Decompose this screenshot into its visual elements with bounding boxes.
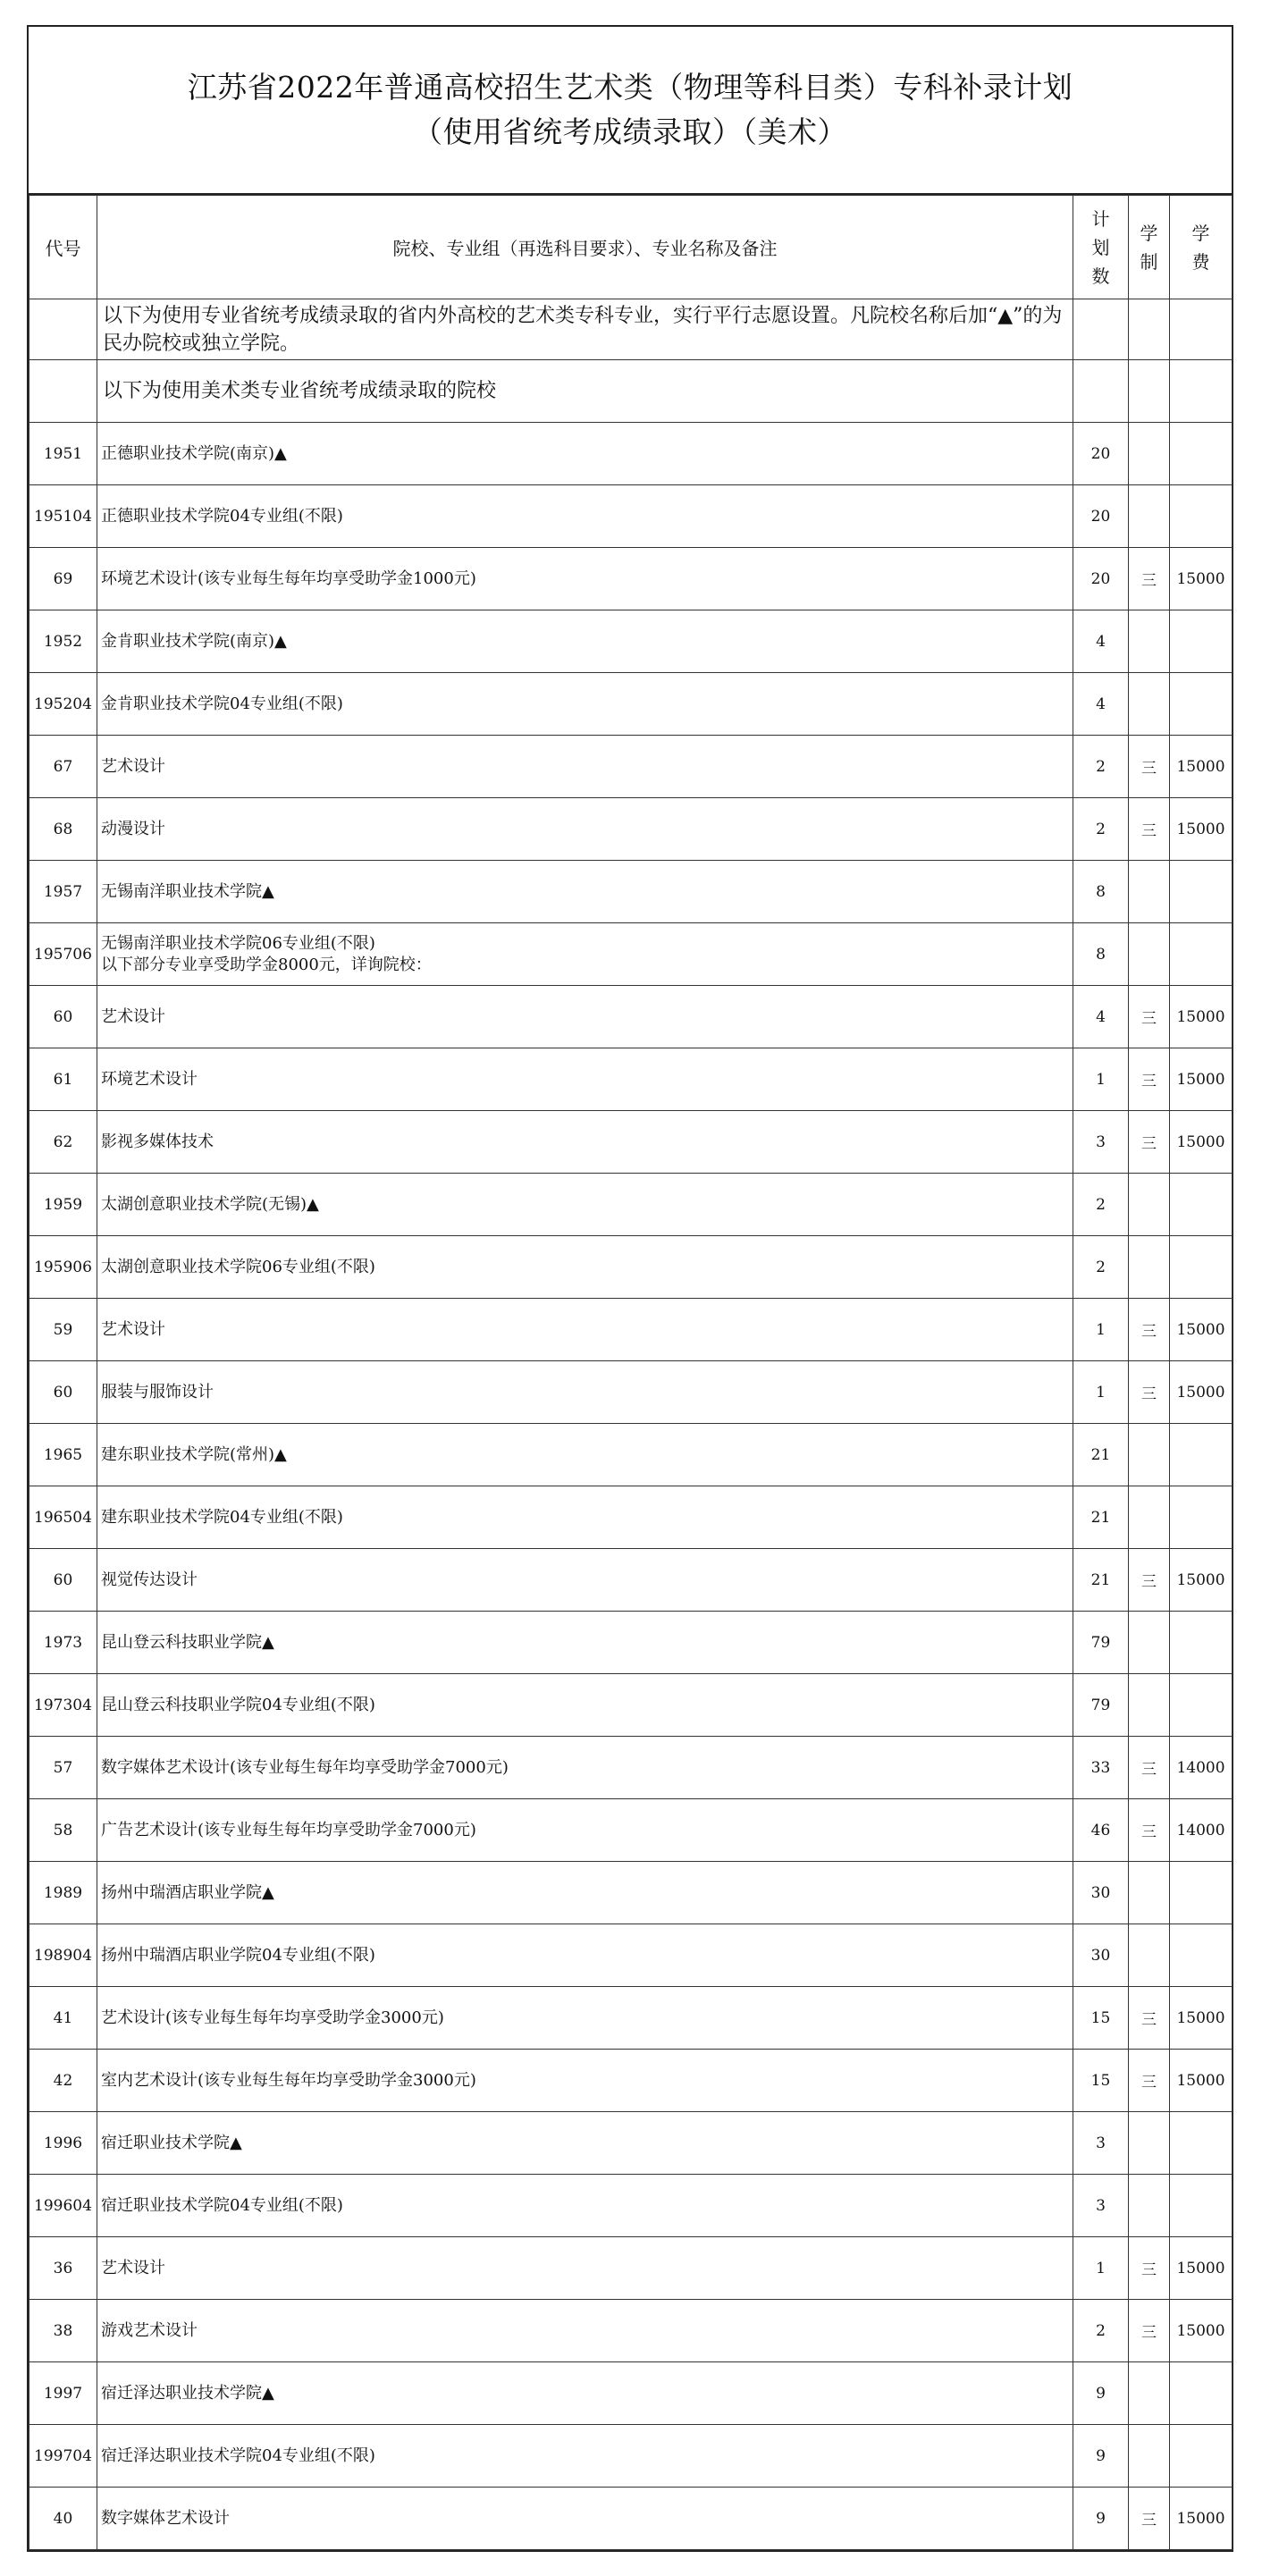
note-row — [29, 360, 1233, 423]
row-name-text: 扬州中瑞酒店职业学院04专业组(不限) — [101, 1945, 375, 1965]
table-row — [29, 1862, 1233, 1924]
row-name — [97, 548, 1073, 610]
table-row — [29, 548, 1233, 610]
row-plan: 30 — [1073, 1862, 1129, 1924]
row-years — [1129, 610, 1170, 673]
row-name — [97, 861, 1073, 923]
table-row — [29, 1111, 1233, 1174]
row-fee — [1170, 1862, 1233, 1924]
note-fee-cell — [1170, 360, 1233, 423]
row-fee: 14000 — [1170, 1737, 1233, 1799]
row-plan: 3 — [1073, 1111, 1129, 1174]
table-row — [29, 1612, 1233, 1674]
header-plan-char: 划 — [1091, 236, 1110, 258]
table-row — [29, 1737, 1233, 1799]
row-name-text: 扬州中瑞酒店职业学院▲ — [101, 1882, 274, 1902]
row-name — [97, 485, 1073, 548]
row-name-text: 游戏艺术设计 — [101, 2320, 198, 2340]
row-code: 196504 — [29, 1486, 97, 1549]
note-code-cell — [29, 299, 97, 360]
row-years: 三 — [1129, 548, 1170, 610]
row-years — [1129, 2425, 1170, 2488]
table-row — [29, 1424, 1233, 1486]
row-plan: 4 — [1073, 986, 1129, 1048]
row-code: 62 — [29, 1111, 97, 1174]
row-name — [97, 1862, 1073, 1924]
row-fee — [1170, 861, 1233, 923]
row-name-text: 影视多媒体技术 — [101, 1132, 214, 1151]
row-name-text: 宿迁职业技术学院▲ — [101, 2133, 242, 2152]
row-code: 197304 — [29, 1674, 97, 1737]
row-fee — [1170, 2175, 1233, 2237]
row-name — [97, 798, 1073, 861]
row-fee — [1170, 1612, 1233, 1674]
row-fee: 15000 — [1170, 986, 1233, 1048]
header-name: 院校、专业组（再选科目要求）、专业名称及备注 — [97, 196, 1073, 299]
page-subtitle: （使用省统考成绩录取）（美术） — [413, 114, 847, 149]
table-row — [29, 485, 1233, 548]
row-name — [97, 1612, 1073, 1674]
row-plan: 15 — [1073, 2050, 1129, 2112]
row-name-text: 正德职业技术学院04专业组(不限) — [101, 506, 343, 526]
row-years — [1129, 923, 1170, 986]
row-code: 1959 — [29, 1174, 97, 1236]
row-code: 1997 — [29, 2362, 97, 2425]
row-plan: 20 — [1073, 485, 1129, 548]
row-name — [97, 1299, 1073, 1361]
note-text: 以下为使用专业省统考成绩录取的省内外高校的艺术类专科专业，实行平行志愿设置。凡院校名称后加“▲”的为民办院校或独立学院。 — [97, 299, 1073, 360]
row-years — [1129, 861, 1170, 923]
row-years: 三 — [1129, 2050, 1170, 2112]
row-code: 59 — [29, 1299, 97, 1361]
row-years: 三 — [1129, 1549, 1170, 1612]
row-years: 三 — [1129, 2300, 1170, 2362]
row-code: 1965 — [29, 1424, 97, 1486]
row-name — [97, 1236, 1073, 1299]
row-fee: 15000 — [1170, 1361, 1233, 1424]
row-name-text: 金肯职业技术学院04专业组(不限) — [101, 694, 343, 713]
table-row — [29, 2362, 1233, 2425]
row-name — [97, 1737, 1073, 1799]
row-years — [1129, 1424, 1170, 1486]
row-years: 三 — [1129, 736, 1170, 798]
table-row — [29, 798, 1233, 861]
note-plan-cell — [1073, 299, 1129, 360]
row-years — [1129, 423, 1170, 485]
row-name-text: 艺术设计 — [101, 2258, 165, 2277]
row-code: 1989 — [29, 1862, 97, 1924]
row-years — [1129, 1862, 1170, 1924]
row-name — [97, 986, 1073, 1048]
row-code: 1996 — [29, 2112, 97, 2175]
header-code: 代号 — [29, 196, 97, 299]
row-name-text: 宿迁泽达职业技术学院04专业组(不限) — [101, 2446, 375, 2465]
row-years: 三 — [1129, 1111, 1170, 1174]
row-name-text: 建东职业技术学院04专业组(不限) — [101, 1507, 343, 1527]
header-plan-char: 计 — [1091, 207, 1110, 230]
row-fee: 15000 — [1170, 2488, 1233, 2550]
row-plan: 46 — [1073, 1799, 1129, 1862]
row-years — [1129, 1924, 1170, 1987]
row-name-subnote: 以下部分专业享受助学金8000元，详询院校： — [101, 955, 432, 974]
row-plan: 21 — [1073, 1549, 1129, 1612]
row-fee: 15000 — [1170, 1048, 1233, 1111]
row-name-text: 太湖创意职业技术学院06专业组(不限) — [101, 1257, 375, 1276]
row-name — [97, 1424, 1073, 1486]
row-name-text: 太湖创意职业技术学院(无锡)▲ — [101, 1194, 319, 1214]
row-plan: 1 — [1073, 2237, 1129, 2300]
header-plan — [1073, 196, 1129, 299]
note-years-cell — [1129, 299, 1170, 360]
row-years — [1129, 1174, 1170, 1236]
row-fee — [1170, 610, 1233, 673]
row-name — [97, 610, 1073, 673]
row-plan: 21 — [1073, 1486, 1129, 1549]
row-fee — [1170, 1424, 1233, 1486]
row-years: 三 — [1129, 1299, 1170, 1361]
header-fee — [1170, 196, 1233, 299]
table-row — [29, 1924, 1233, 1987]
row-name — [97, 2050, 1073, 2112]
row-years: 三 — [1129, 1737, 1170, 1799]
table-row — [29, 2425, 1233, 2488]
row-code: 1952 — [29, 610, 97, 673]
row-name — [97, 1674, 1073, 1737]
row-years — [1129, 1612, 1170, 1674]
row-years: 三 — [1129, 2237, 1170, 2300]
row-name-text: 环境艺术设计 — [101, 1069, 198, 1089]
row-code: 195706 — [29, 923, 97, 986]
table-row — [29, 861, 1233, 923]
table-row — [29, 610, 1233, 673]
row-years — [1129, 1674, 1170, 1737]
row-name — [97, 1486, 1073, 1549]
row-name-text: 无锡南洋职业技术学院▲ — [101, 881, 274, 901]
row-name — [97, 1549, 1073, 1612]
row-name-text: 宿迁泽达职业技术学院▲ — [101, 2383, 274, 2403]
row-plan: 79 — [1073, 1612, 1129, 1674]
row-fee — [1170, 2112, 1233, 2175]
row-fee — [1170, 1174, 1233, 1236]
row-plan: 9 — [1073, 2362, 1129, 2425]
header-fee-char: 费 — [1191, 250, 1210, 273]
row-plan: 30 — [1073, 1924, 1129, 1987]
row-name-text: 艺术设计 — [101, 756, 165, 776]
row-years: 三 — [1129, 798, 1170, 861]
row-plan: 1 — [1073, 1361, 1129, 1424]
row-fee — [1170, 923, 1233, 986]
row-fee — [1170, 2362, 1233, 2425]
row-plan: 20 — [1073, 423, 1129, 485]
row-name-text: 动漫设计 — [101, 819, 165, 838]
row-name — [97, 1111, 1073, 1174]
row-plan: 2 — [1073, 736, 1129, 798]
row-fee: 15000 — [1170, 1987, 1233, 2050]
row-name-text: 无锡南洋职业技术学院06专业组(不限) — [101, 933, 375, 953]
row-code: 40 — [29, 2488, 97, 2550]
table-row — [29, 1799, 1233, 1862]
row-years — [1129, 1486, 1170, 1549]
row-plan: 1 — [1073, 1048, 1129, 1111]
table-row — [29, 736, 1233, 798]
row-name — [97, 1924, 1073, 1987]
plan-table-body — [29, 196, 1233, 2550]
row-name-text: 金肯职业技术学院(南京)▲ — [101, 631, 287, 651]
row-name — [97, 1048, 1073, 1111]
row-name-text: 宿迁职业技术学院04专业组(不限) — [101, 2195, 343, 2215]
row-code: 42 — [29, 2050, 97, 2112]
row-code: 38 — [29, 2300, 97, 2362]
row-fee — [1170, 2425, 1233, 2488]
table-row — [29, 986, 1233, 1048]
row-fee: 15000 — [1170, 798, 1233, 861]
row-fee — [1170, 423, 1233, 485]
row-name-text: 昆山登云科技职业学院04专业组(不限) — [101, 1695, 375, 1714]
row-name-text: 昆山登云科技职业学院▲ — [101, 1632, 274, 1652]
row-name-text: 艺术设计(该专业每生每年均享受助学金3000元) — [101, 2008, 444, 2027]
row-plan: 21 — [1073, 1424, 1129, 1486]
table-row — [29, 1361, 1233, 1424]
row-name — [97, 736, 1073, 798]
row-years: 三 — [1129, 1361, 1170, 1424]
row-name-text: 室内艺术设计(该专业每生每年均享受助学金3000元) — [101, 2070, 476, 2090]
row-code: 61 — [29, 1048, 97, 1111]
row-name-text: 服装与服饰设计 — [101, 1382, 214, 1402]
row-code: 199704 — [29, 2425, 97, 2488]
table-row — [29, 1549, 1233, 1612]
table-row — [29, 2050, 1233, 2112]
row-fee: 15000 — [1170, 2300, 1233, 2362]
table-row — [29, 1048, 1233, 1111]
header-plan-char: 数 — [1091, 265, 1110, 287]
row-name — [97, 2425, 1073, 2488]
row-fee — [1170, 673, 1233, 736]
row-name-text: 艺术设计 — [101, 1006, 165, 1026]
table-row — [29, 1174, 1233, 1236]
row-plan: 8 — [1073, 923, 1129, 986]
note-text: 以下为使用美术类专业省统考成绩录取的院校 — [97, 360, 1073, 423]
row-name — [97, 2175, 1073, 2237]
table-row — [29, 673, 1233, 736]
header-years — [1129, 196, 1170, 299]
row-years — [1129, 2175, 1170, 2237]
row-name-text: 建东职业技术学院(常州)▲ — [101, 1444, 287, 1464]
admission-plan-document — [27, 25, 1233, 2552]
row-name — [97, 923, 1073, 986]
row-code: 69 — [29, 548, 97, 610]
row-name-text: 广告艺术设计(该专业每生每年均享受助学金7000元) — [101, 1820, 476, 1839]
note-fee-cell — [1170, 299, 1233, 360]
row-plan: 33 — [1073, 1737, 1129, 1799]
row-code: 195104 — [29, 485, 97, 548]
row-plan: 1 — [1073, 1299, 1129, 1361]
row-code: 195204 — [29, 673, 97, 736]
row-years — [1129, 673, 1170, 736]
row-years: 三 — [1129, 1048, 1170, 1111]
row-name-text: 数字媒体艺术设计(该专业每生每年均享受助学金7000元) — [101, 1757, 509, 1777]
row-fee: 15000 — [1170, 548, 1233, 610]
row-plan: 15 — [1073, 1987, 1129, 2050]
table-row — [29, 1236, 1233, 1299]
row-fee: 15000 — [1170, 736, 1233, 798]
row-years — [1129, 2362, 1170, 2425]
row-plan: 3 — [1073, 2175, 1129, 2237]
row-code: 198904 — [29, 1924, 97, 1987]
row-fee: 15000 — [1170, 1549, 1233, 1612]
row-name — [97, 1799, 1073, 1862]
row-years: 三 — [1129, 1987, 1170, 2050]
table-row — [29, 1299, 1233, 1361]
row-fee — [1170, 1924, 1233, 1987]
row-plan: 79 — [1073, 1674, 1129, 1737]
row-plan: 2 — [1073, 1236, 1129, 1299]
row-years: 三 — [1129, 1799, 1170, 1862]
row-plan: 2 — [1073, 2300, 1129, 2362]
row-plan: 2 — [1073, 1174, 1129, 1236]
row-name — [97, 1987, 1073, 2050]
row-name-text: 视觉传达设计 — [101, 1570, 198, 1589]
plan-table — [29, 195, 1233, 2550]
row-plan: 8 — [1073, 861, 1129, 923]
row-plan: 2 — [1073, 798, 1129, 861]
table-row — [29, 923, 1233, 986]
row-plan: 4 — [1073, 610, 1129, 673]
row-plan: 9 — [1073, 2425, 1129, 2488]
row-fee: 15000 — [1170, 1299, 1233, 1361]
row-code: 1957 — [29, 861, 97, 923]
row-code: 1951 — [29, 423, 97, 485]
row-years: 三 — [1129, 986, 1170, 1048]
table-row — [29, 1486, 1233, 1549]
row-code: 195906 — [29, 1236, 97, 1299]
row-code: 41 — [29, 1987, 97, 2050]
row-name-text: 艺术设计 — [101, 1319, 165, 1339]
page-title: 江苏省2022年普通高校招生艺术类（物理等科目类）专科补录计划 — [187, 70, 1073, 105]
row-code: 67 — [29, 736, 97, 798]
row-code: 60 — [29, 1361, 97, 1424]
table-row — [29, 1987, 1233, 2050]
row-fee: 15000 — [1170, 1111, 1233, 1174]
row-fee — [1170, 1236, 1233, 1299]
table-row — [29, 1674, 1233, 1737]
row-plan: 20 — [1073, 548, 1129, 610]
row-fee — [1170, 485, 1233, 548]
row-name — [97, 673, 1073, 736]
row-name-text: 环境艺术设计(该专业每生每年均享受助学金1000元) — [101, 568, 476, 588]
table-row — [29, 2300, 1233, 2362]
row-years: 三 — [1129, 2488, 1170, 2550]
row-fee — [1170, 1674, 1233, 1737]
row-code: 57 — [29, 1737, 97, 1799]
row-code: 1973 — [29, 1612, 97, 1674]
row-years — [1129, 1236, 1170, 1299]
row-code: 58 — [29, 1799, 97, 1862]
row-code: 36 — [29, 2237, 97, 2300]
row-name-text: 数字媒体艺术设计 — [101, 2508, 230, 2528]
table-header-row — [29, 196, 1233, 299]
row-name — [97, 2300, 1073, 2362]
row-fee: 15000 — [1170, 2237, 1233, 2300]
row-code: 68 — [29, 798, 97, 861]
header-years-char: 制 — [1140, 250, 1158, 273]
header-fee-char: 学 — [1191, 222, 1210, 244]
row-plan: 3 — [1073, 2112, 1129, 2175]
table-row — [29, 423, 1233, 485]
row-name — [97, 1361, 1073, 1424]
row-name — [97, 2112, 1073, 2175]
row-code: 60 — [29, 986, 97, 1048]
row-plan: 4 — [1073, 673, 1129, 736]
note-code-cell — [29, 360, 97, 423]
row-name — [97, 2362, 1073, 2425]
note-years-cell — [1129, 360, 1170, 423]
row-name — [97, 423, 1073, 485]
note-row — [29, 299, 1233, 360]
row-code: 199604 — [29, 2175, 97, 2237]
table-row — [29, 2112, 1233, 2175]
row-code: 60 — [29, 1549, 97, 1612]
row-years — [1129, 2112, 1170, 2175]
row-plan: 9 — [1073, 2488, 1129, 2550]
table-row — [29, 2175, 1233, 2237]
row-name-text: 正德职业技术学院(南京)▲ — [101, 443, 287, 463]
row-name — [97, 2488, 1073, 2550]
note-plan-cell — [1073, 360, 1129, 423]
row-fee — [1170, 1486, 1233, 1549]
title-block — [29, 27, 1232, 195]
row-years — [1129, 485, 1170, 548]
row-name — [97, 2237, 1073, 2300]
table-row — [29, 2488, 1233, 2550]
table-row — [29, 2237, 1233, 2300]
row-fee: 15000 — [1170, 2050, 1233, 2112]
row-name — [97, 1174, 1073, 1236]
header-years-char: 学 — [1140, 222, 1158, 244]
row-fee: 14000 — [1170, 1799, 1233, 1862]
